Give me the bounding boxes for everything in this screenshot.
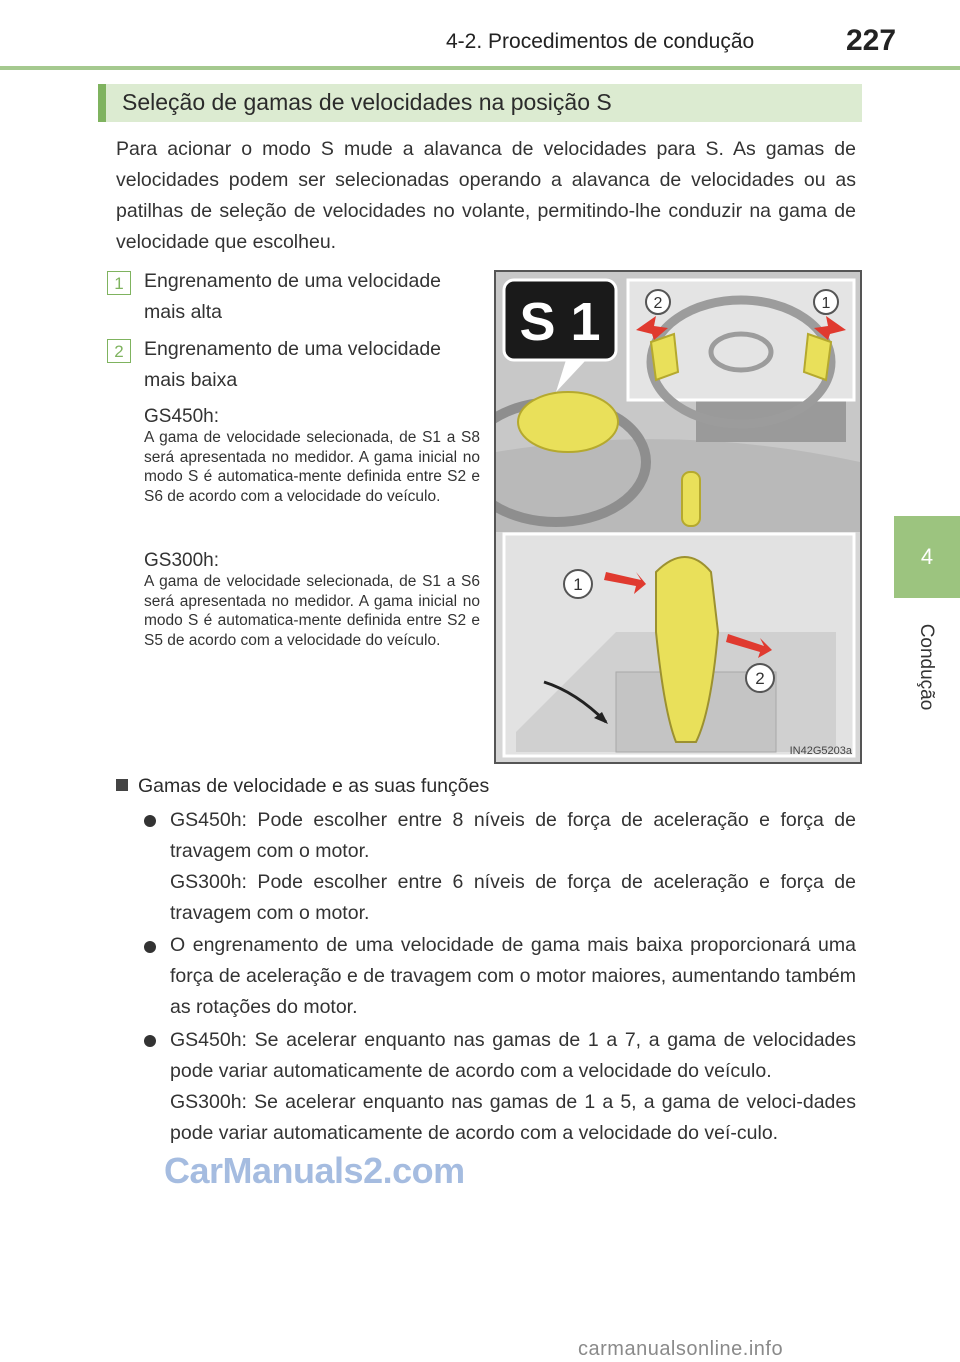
bullet-text-1b: GS300h: Pode escolher entre 6 níveis de força de aceleração e força de travagem com o motor. xyxy=(170,871,856,924)
note-description: A gama de velocidade selecionada, de S1 a S8 será apresentada no medidor. A gama inicial no modo S é automatica-mente definida entre S2 e S6 de acordo com a velocidade do veículo. xyxy=(144,429,480,505)
header-title: 4-2. Procedimentos de condução xyxy=(446,30,755,53)
subsection-title: Gamas de velocidade e as suas funções xyxy=(138,775,490,797)
s1-text: S 1 xyxy=(519,292,601,352)
bullet-text-2: O engrenamento de uma velocidade de gama mais baixa proporcionará uma força de aceleração e de travagem com o motor maiores, aumentando também as rotações do motor. xyxy=(170,934,856,1018)
intro-paragraph: Para acionar o modo S mude a alavanca de velocidades para S. As gamas de velocidades podem ser selecionadas operando a alavanca de velocidades ou as patilhas de seleção de velocidades no volante, permitindo-lhe conduzir na gama de velocidade que escolheu. xyxy=(116,138,856,253)
svg-text:2: 2 xyxy=(755,669,765,688)
figure-code: IN42G5203a xyxy=(789,745,852,757)
chapter-label-text: Condução xyxy=(916,623,937,711)
site-watermark: CarManuals2.com xyxy=(164,1150,465,1191)
chapter-label xyxy=(896,612,956,722)
item-badge-2: 2 xyxy=(107,339,131,363)
note-gs300h xyxy=(144,550,480,650)
svg-text:1: 1 xyxy=(573,575,583,594)
header-divider xyxy=(0,66,960,70)
item-text-2: Engrenamento de uma velocidade mais baixa xyxy=(144,338,442,391)
note-model: GS450h: xyxy=(144,406,219,427)
footer-watermark: carmanualsonline.info xyxy=(578,1338,784,1360)
svg-text:2: 2 xyxy=(653,295,663,312)
bullet-text-1a: GS450h: Pode escolher entre 8 níveis de força de aceleração e força de travagem com o motor. xyxy=(170,809,856,862)
square-bullet-icon xyxy=(116,779,128,791)
bullet-text-3a: GS450h: Se acelerar enquanto nas gamas de 1 a 7, a gama de velocidades pode variar automaticamente de acordo com a velocidade do veículo. xyxy=(170,1029,856,1082)
gear-shift-illustration xyxy=(494,270,862,764)
illustration-drawing xyxy=(496,272,860,762)
section-heading-bar xyxy=(98,84,862,122)
note-model: GS300h: xyxy=(144,550,219,571)
bullet-dot-icon xyxy=(144,1035,156,1047)
page-number: 227 xyxy=(846,24,897,57)
note-description: A gama de velocidade selecionada, de S1 a S6 será apresentada no medidor. A gama inicial no modo S é automatica-mente definida entre S2 e S5 de acordo com a velocidade do veículo. xyxy=(144,573,480,649)
chapter-tab: 4 xyxy=(894,516,960,598)
item-text-1: Engrenamento de uma velocidade mais alta xyxy=(144,270,442,323)
note-gs450h xyxy=(144,406,480,506)
section-title: Seleção de gamas de velocidades na posição S xyxy=(122,89,612,115)
bullet-dot-icon xyxy=(144,941,156,953)
subsection-heading xyxy=(116,775,489,798)
svg-text:1: 1 xyxy=(821,295,831,312)
item-badge-1: 1 xyxy=(107,271,131,295)
bullet-dot-icon xyxy=(144,815,156,827)
meter-highlight xyxy=(518,392,618,452)
bullet-text-3b: GS300h: Se acelerar enquanto nas gamas de 1 a 5, a gama de veloci-dades pode variar automaticamente de acordo com a velocidade do veí-culo. xyxy=(170,1091,856,1144)
